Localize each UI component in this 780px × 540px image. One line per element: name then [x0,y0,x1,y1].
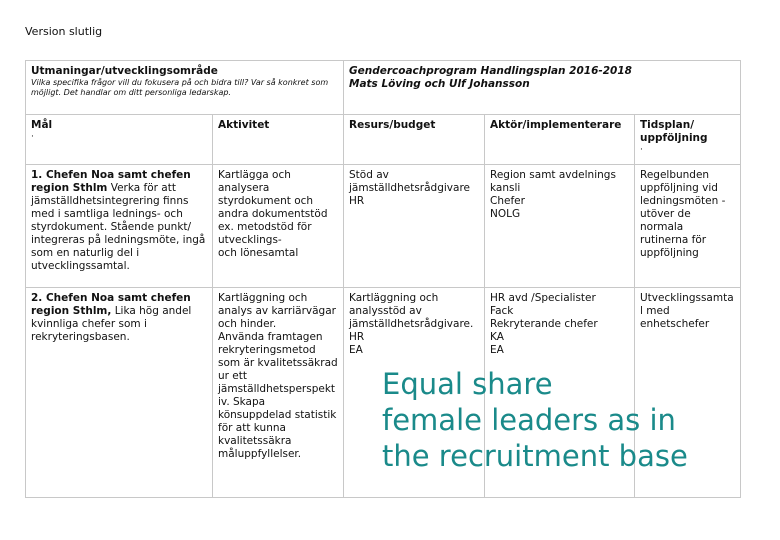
challenge-header-cell [26,61,344,115]
row-1-aktivitet: Kartlägga och analysera styrdokument och andra dokumentstöd ex. metodstöd för utvecklings- och lönesamtal [213,165,344,288]
row-2-aktivitet: Kartläggning och analys av karriärvägar och hinder. Använda framtagen rekryteringsmetod som är kvalitetssäkrad ur ett jämställdhetsperspekt iv. Skapa könsuppdelad statistik för att kunna kvalitetssäkra måluppfyllelser. [213,288,344,498]
overlay-caption: Equal share female leaders as in the recruitment base [382,367,688,473]
row-2-aktor: HR avd /Specialister Fack Rekryterande chefer KA EA [485,288,635,498]
program-header-cell [344,61,741,115]
row-1-aktor: Region samt avdelnings kansli Chefer NOLG [485,165,635,288]
table-row [26,165,741,288]
col-header-aktivitet: Aktivitet [213,115,344,165]
challenge-subtitle: Vilka specifika frågor vill du fokusera på och bidra till? Var så konkret som möjligt. Det handlar om ditt personliga ledarskap. [31,78,329,97]
header-row [26,61,741,115]
row-2-tidsplan: Utvecklingssamta l med enhetschefer [635,288,741,498]
col-header-mal: Mål · [26,115,213,165]
row-2-mal: 2. Chefen Noa samt chefen region Sthlm, Lika hög andel kvinnliga chefer som i rekryteringsbasen. [26,288,213,498]
col-header-tidsplan: Tidsplan/ uppföljning · [635,115,741,165]
row-1-resurs: Stöd av jämställdhetsrådgivare HR [344,165,485,288]
program-names: Mats Löving och Ulf Johansson [349,78,530,90]
version-label: Version slutlig [25,25,103,38]
challenge-title: Utmaningar/utvecklingsområde [31,65,218,77]
col-header-resurs: Resurs/budget [344,115,485,165]
col-header-aktor: Aktör/implementerare [485,115,635,165]
program-title: Gendercoachprogram Handlingsplan 2016-2018 [349,65,632,77]
row-2-resurs: Kartläggning och analysstöd av jämställdhetsrådgivare. HR EA [344,288,485,498]
column-header-row [26,115,741,165]
row-1-tidsplan: Regelbunden uppföljning vid ledningsmöten - utöver de normala rutinerna för uppföljning [635,165,741,288]
row-1-mal: 1. Chefen Noa samt chefen region Sthlm Verka för att jämställdhetsintegrering finns med i samtliga lednings- och styrdokument. Stående punkt/ integreras på ledningsmöte, ingå som en naturlig del i utvecklingssamtal. [26,165,213,288]
